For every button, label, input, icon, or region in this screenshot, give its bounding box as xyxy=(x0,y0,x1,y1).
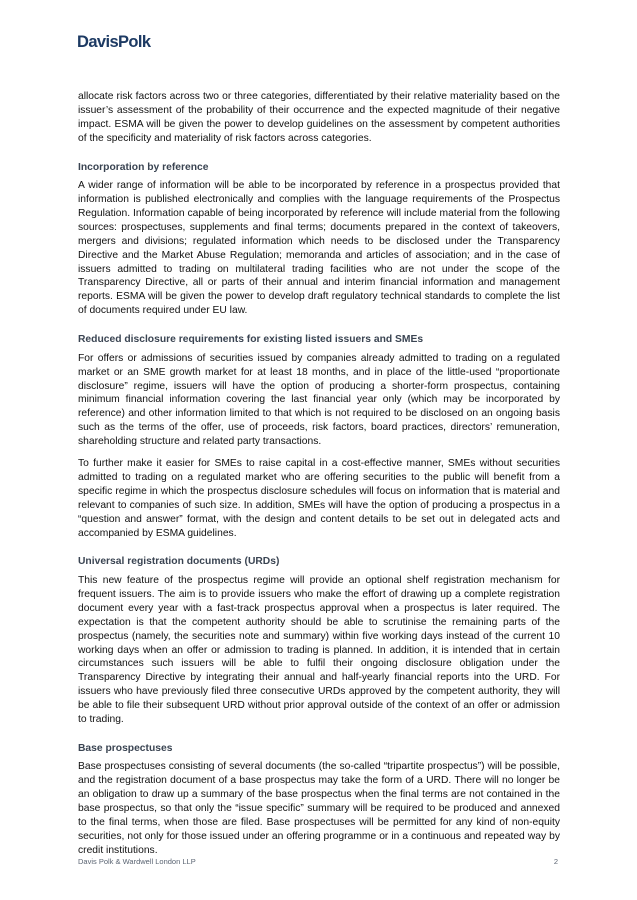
section-heading-universal-registration-documents: Universal registration documents (URDs) xyxy=(78,556,280,568)
section-heading-reduced-disclosure: Reduced disclosure requirements for existing listed issuers and SMEs xyxy=(78,334,424,346)
section-heading-incorporation-by-reference: Incorporation by reference xyxy=(78,161,209,173)
document-body xyxy=(78,90,560,866)
section-heading-base-prospectuses: Base prospectuses xyxy=(78,742,173,754)
section-paragraph: Base prospectuses consisting of several documents (the so-called “tripartite prospectus”) will be possible, and the registration document of a base prospectus may take the form of a URD. There will no longer be an obligation to draw up a summary of the base prospectus when the final terms are not contained in the base prospectus, so that only the “issue specific” summary will be required to be produced and annexed to the final terms, when those are filed. Base prospectuses will be permitted for any kind of non-equity securities, not only for those issued under an offering programme or in a continuous and repeated way by credit institutions. xyxy=(78,761,560,856)
section-paragraph: To further make it easier for SMEs to raise capital in a cost-effective manner, SMEs without securities admitted to trading on a regulated market who are offering securities to the public will benefit from a specific regime in which the prospectus disclosure schedules will focus on information that is material and relevant to companies of such size. In addition, SMEs will have the option of producing a prospectus in a “question and answer” format, with the design and content details to be set out in delegated acts and accompanied by ESMA guidelines. xyxy=(78,458,560,539)
page-number: 2 xyxy=(553,857,558,866)
section-paragraph: For offers or admissions of securities issued by companies already admitted to trading on a regulated market or an SME growth market for at least 18 months, and in place of the little-used “proportionate disclosure” regime, issuers will have the option of producing a shorter-form prospectus, containing minimum financial information covering the last financial year only (which may be incorporated by reference) and other information limited to that which is not required to be disclosed on an ongoing basis such as the terms of the offer, use of proceeds, risk factors, board practices, directors’ remuneration, shareholding structure and related party transactions. xyxy=(78,352,560,448)
footer-firm-name: Davis Polk & Wardwell London LLP xyxy=(78,857,196,866)
section-paragraph: This new feature of the prospectus regime will provide an optional shelf registration mechanism for frequent issuers. The aim is to provide issuers who make the effort of drawing up a complete registration document every year with a fast-track prospectus approval when a prospectus is later required. The expectation is that the competent authority should be able to scrutinise the remaining parts of the prospectus (namely, the securities note and summary) within five working days instead of the current 10 working days when an offer or admission to trading is planned. In addition, it is intended that in certain circumstances such issuers will be able to fulfil their ongoing disclosure obligation under the Transparency Directive by integrating their annual and half-yearly financial reports into the URD. For issuers who have previously filed three consecutive URDs approved by the competent authority, they will be able to file their subsequent URD without prior approval outside of the context of an offer or admission to trading. xyxy=(78,574,560,726)
intro-paragraph: allocate risk factors across two or three categories, differentiated by their relative materiality based on the issuer’s assessment of the probability of their occurrence and the expected magnitude of their negative impact. ESMA will be given the power to develop guidelines on the assessment by competent authorities of the specificity and materiality of risk factors across categories. xyxy=(78,91,560,144)
davis-polk-logo: DavisPolk xyxy=(77,33,151,51)
section-paragraph: A wider range of information will be able to be incorporated by reference in a prospectus provided that information is published electronically and complies with the language requirements of the Prospectus Regulation. Information capable of being incorporated by reference will include material from the following sources: prospectuses, supplements and final terms; documents prepared in the context of takeovers, mergers and divisions; regulated information which needs to be disclosed under the Transparency Directive and the Market Abuse Regulation; memoranda and articles of association; and in the case of issuers admitted to trading on multilateral trading facilities who are not under the scope of the Transparency Directive, all or parts of their annual and interim financial information and management reports. ESMA will be given the power to develop draft regulatory technical standards to complete the list of documents required under EU law. xyxy=(78,180,560,317)
